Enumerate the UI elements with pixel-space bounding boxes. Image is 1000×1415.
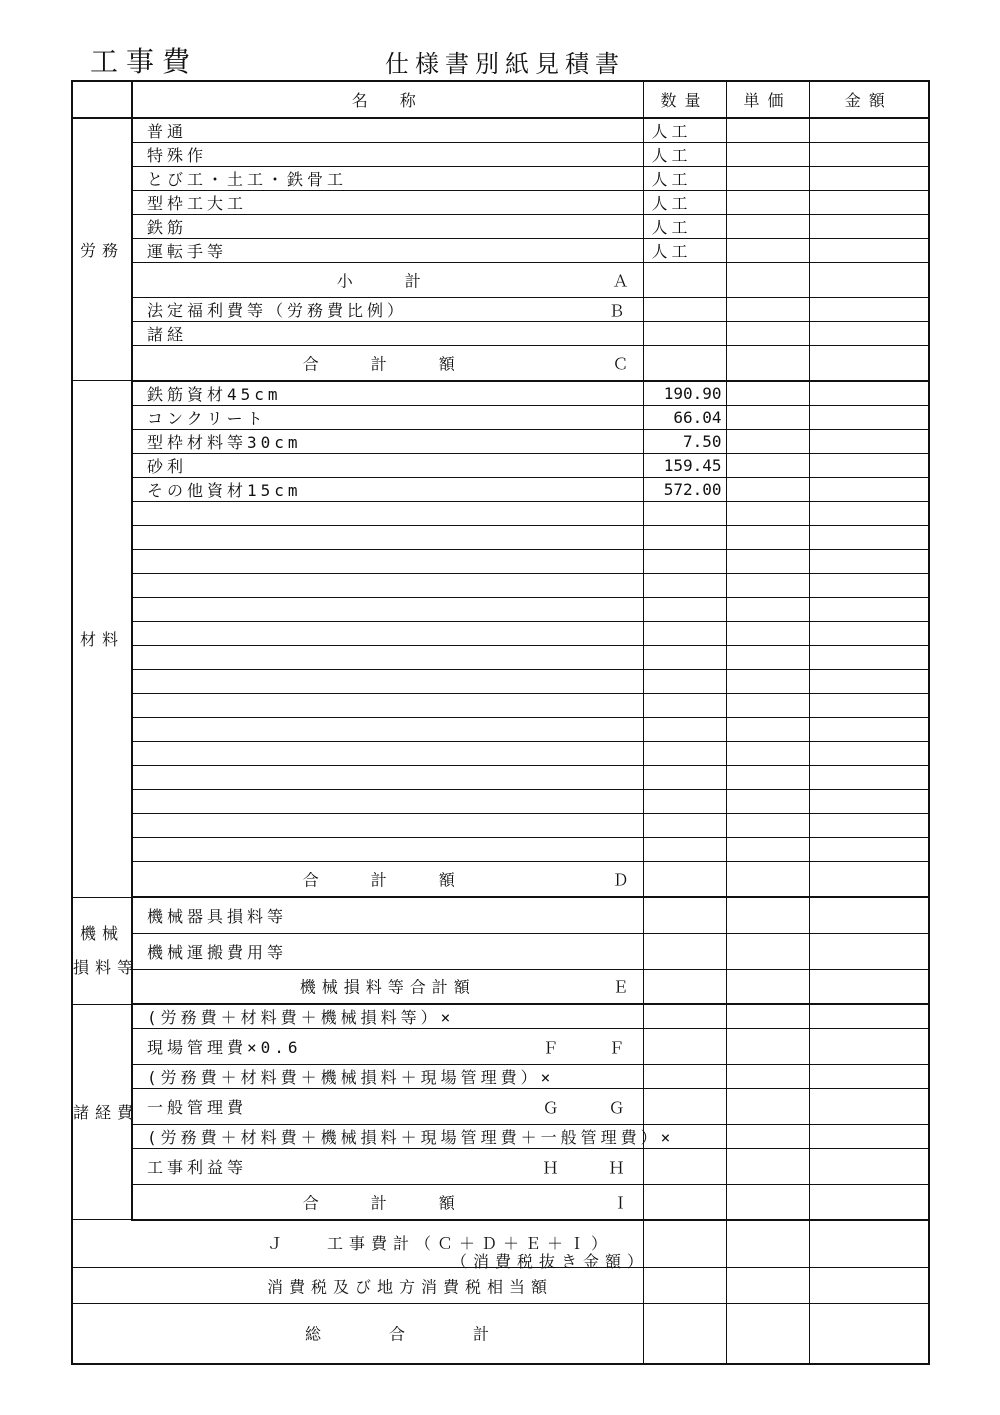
section-machine-label-1: 機械: [79, 923, 124, 943]
table-row: 特殊作 人工: [72, 143, 929, 167]
table-row: 法定福利費等（労務費比例） Ｂ: [72, 298, 929, 322]
table-row: [72, 669, 929, 693]
document-code: 工事費: [90, 45, 199, 78]
table-row: (労務費＋材料費＋機械損料＋現場管理費＋一般管理費）×: [72, 1125, 929, 1149]
subtotal-row: [72, 263, 929, 298]
table-row: 機械運搬費用等: [72, 933, 929, 969]
table-row: 労務 普通 人工: [72, 118, 929, 143]
labor-subtotal-label: 小 計: [336, 271, 439, 291]
table-row: その他資材15cm 572.00: [72, 477, 929, 501]
overhead-total-label: 合 計 額: [302, 1193, 473, 1213]
table-row: [72, 813, 929, 837]
footer-j-mark: Ｊ: [267, 1233, 284, 1253]
materials-total-label: 合 計 額: [302, 870, 473, 890]
table-row: [72, 597, 929, 621]
header-row: [72, 81, 929, 118]
estimate-table: [71, 80, 930, 1365]
materials-total-mark: Ｄ: [612, 870, 629, 890]
table-row: 運転手等 人工: [72, 239, 929, 263]
col-qty: 単価: [726, 81, 809, 118]
table-row: [72, 645, 929, 669]
section-machine-label-2: 損料等: [73, 957, 140, 977]
table-row: [72, 765, 929, 789]
table-row: 砂利 159.45: [72, 453, 929, 477]
table-row: [72, 501, 929, 525]
table-row: コンクリート 66.04: [72, 405, 929, 429]
footer-line3: 総 合 計: [305, 1324, 516, 1344]
document-title: 仕様書別紙見積書: [385, 50, 625, 78]
section-overhead-label: 諸経費: [72, 1004, 132, 1220]
table-row: 機械 損料等 機械器具損料等: [72, 897, 929, 933]
labor-total-mark: Ｃ: [612, 354, 629, 374]
table-row: [72, 717, 929, 741]
table-row: [72, 525, 929, 549]
section-labor-label: 労務: [72, 118, 132, 381]
footer-line1b: （消費税抜き金額）: [451, 1251, 650, 1271]
table-row: 諸経: [72, 322, 929, 346]
labor-total-label: 合 計 額: [302, 354, 473, 374]
machine-total-label: 機械損料等合計額: [299, 977, 476, 997]
table-row: [72, 789, 929, 813]
labor-subtotal-mark: Ａ: [612, 271, 629, 291]
col-unit: 数量: [643, 81, 726, 118]
total-row: [72, 1185, 929, 1220]
table-row: [72, 573, 929, 597]
col-amount: 金額: [809, 81, 929, 118]
table-row: 鉄筋 人工: [72, 215, 929, 239]
table-row: とび工・土工・鉄骨工 人工: [72, 167, 929, 191]
table-row: [72, 741, 929, 765]
machine-total-mark: Ｅ: [612, 977, 629, 997]
overhead-total-mark: Ｉ: [612, 1193, 629, 1213]
total-row: [72, 346, 929, 381]
table-row: 型枠材料等30cm 7.50: [72, 429, 929, 453]
table-row: (労務費＋材料費＋機械損料＋現場管理費）×: [72, 1065, 929, 1089]
table-row: 諸経費 (労務費＋材料費＋機械損料等）×: [72, 1004, 929, 1029]
table-row: 現場管理費×0.6 Ｆ Ｆ: [72, 1029, 929, 1065]
tax-row: [72, 1268, 929, 1304]
grand-total-row: [72, 1304, 929, 1364]
table-row: 材料 鉄筋資材45cm 190.90: [72, 381, 929, 406]
table-row: 工事利益等 Ｈ Ｈ: [72, 1149, 929, 1185]
total-row: [72, 969, 929, 1004]
table-row: [72, 693, 929, 717]
footer-line1: 工事費計（Ｃ＋Ｄ＋Ｅ＋Ｉ）: [327, 1233, 614, 1253]
grand-subtotal-row: [72, 1220, 929, 1268]
table-row: [72, 837, 929, 861]
table-row: 一般管理費 Ｇ Ｇ: [72, 1089, 929, 1125]
table-row: [72, 621, 929, 645]
table-row: [72, 549, 929, 573]
table-row: 型枠工大工 人工: [72, 191, 929, 215]
footer-line2: 消費税及び地方消費税相当額: [267, 1277, 554, 1296]
col-item: 名 称: [132, 81, 643, 118]
total-row: [72, 861, 929, 897]
section-materials-label: 材料: [72, 381, 132, 898]
